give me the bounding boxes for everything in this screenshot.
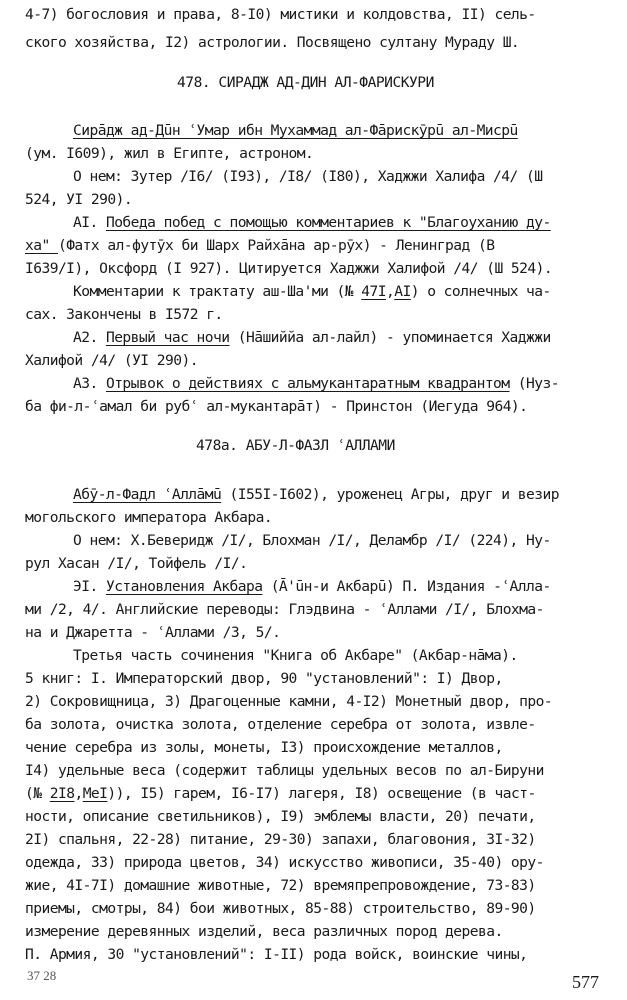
- entry-number: ЭI.: [73, 578, 106, 595]
- author-name-478: [73, 120, 518, 141]
- entry-a1: [73, 212, 551, 233]
- section-heading-478a: 478а. АБУ-Л-ФАЗЛ ʿАЛЛАМИ: [196, 437, 395, 454]
- entry-number: A3.: [73, 375, 106, 392]
- entry-title: Отрывок о действиях с альмукантаратным квадрантом: [105, 375, 510, 392]
- text: (Нуз-: [509, 375, 559, 392]
- text-line: I639/I), Оксфорд (I 927). Цитируется Хаджжи Халифой /4/ (Ш 524).: [25, 260, 553, 277]
- text: (I55I-I602), уроженец Агры, друг и везир: [221, 486, 559, 503]
- entry-title: Первый час ночи: [105, 329, 230, 346]
- text-line: Третья часть сочинения "Книга об Акбаре" (Акбар-нāма).: [73, 647, 518, 664]
- text: )), I5) гарем, I6-I7) лагеря, I8) освещение (в част-: [107, 785, 536, 802]
- text-line: I4) удельные веса (содержит таблицы удельных весов по ал-Бируни: [25, 762, 544, 779]
- text-line: Халифой /4/ (УI 290).: [25, 352, 198, 369]
- text: (Фатх ал-футӯх би Шарх Райхāна ар-рӯх) - Ленинград (В: [57, 237, 495, 254]
- print-code: 37 28: [27, 968, 57, 983]
- text: ) о солнечных ча-: [410, 283, 551, 300]
- entry-a3: [73, 373, 559, 394]
- cross-reference: 2I8: [49, 785, 75, 802]
- text: ,: [74, 785, 83, 802]
- text-line: 4-7) богословия и права, 8-I0) мистики и колдовства, II) сель-: [25, 6, 536, 23]
- entry-number: A2.: [73, 329, 106, 346]
- text-line: сах. Закончены в I572 г.: [25, 306, 223, 323]
- text-line: 5 книг: I. Императорский двор, 90 "установлений": I) Двор,: [25, 670, 503, 687]
- text-line: 524, УI 290).: [25, 191, 133, 208]
- text: (Ā'ūн-и Акбарū) П. Издания -ʿАлла-: [262, 578, 551, 595]
- entry-e1: [73, 576, 551, 597]
- text-line: 2) Сокровищница, 3) Драгоценные камни, 4-I2) Монетный двор, про-: [25, 693, 553, 710]
- text-line: приемы, смотры, 84) бои животных, 85-88) строительство, 89-90): [25, 900, 536, 917]
- text-line: одежда, 33) природа цветов, 34) искусство живописи, 35-40) ору-: [25, 854, 544, 871]
- page-number: 577: [572, 972, 599, 992]
- text-line: (ум. I609), жил в Египте, астроном.: [25, 145, 314, 162]
- cross-reference: MeI: [82, 785, 108, 802]
- text-line: измерение деревянных изделий, веса различных пород дерева.: [25, 923, 503, 940]
- text-line: П. Армия, 30 "установлений": I-II) рода войск, воинские чины,: [25, 946, 528, 963]
- cross-reference: 47I: [361, 283, 386, 300]
- text-line: О нем: Х.Беверидж /I/, Блохман /I/, Деламбр /I/ (224), Ну-: [73, 532, 551, 549]
- entry-number: AI.: [73, 214, 106, 231]
- text-line: жие, 4I-7I) домашние животные, 72) времяпрепровождение, 73-83): [25, 877, 536, 894]
- entry-title-cont: ха": [25, 237, 58, 254]
- entry-title: Установления Акбара: [105, 578, 263, 595]
- text-line: ми /2, 4/. Английские переводы: Глэдвина - ʿАллами /I/, Блохма-: [25, 601, 544, 618]
- entry-title: Победа побед с помощью комментариев к "Благоуханию ду-: [105, 214, 551, 231]
- text-line: ба золота, очистка золота, отделение серебра от золота, извле-: [25, 716, 536, 733]
- text-line: на и Джаретта - ʿАллами /3, 5/.: [25, 624, 281, 641]
- cross-reference: AI: [394, 283, 411, 300]
- commentary-line: [73, 281, 551, 302]
- text-line: ского хозяйства, I2) астрологии. Посвящено султану Мураду Ш.: [25, 34, 520, 51]
- text-line: ности, описание светильников), I9) эмблемы власти, 20) печати,: [25, 808, 536, 825]
- entry-a1-line2: [25, 235, 494, 256]
- text-line: чение серебра из золы, монеты, I3) происхождение металлов,: [25, 739, 503, 756]
- text: (№: [25, 785, 50, 802]
- reference-line: [25, 783, 536, 804]
- text: Комментарии к трактату аш-Ша'ми (№: [73, 283, 362, 300]
- text-line: О нем: Зутер /I6/ (I93), /I8/ (I80), Хаджжи Халифа /4/ (Ш: [73, 168, 543, 185]
- text-line: ба фи-л-ʿамал би рубʿ ал-мукантарāт) - Принстон (Иегуда 964).: [25, 398, 528, 415]
- author-name-underlined: Сиpāдж ад-Дūн ʿУмар ибн Мухаммад ал-Фāрискӯрū ал-Мисрū: [73, 122, 518, 139]
- text: ,: [386, 283, 395, 300]
- text: (Нāшиййа ал-лайл) - упоминается Хаджжи: [229, 329, 551, 346]
- author-name-underlined: Абӯ-л-Фадл ʿАллāмū: [73, 486, 222, 503]
- text-line: 2I) спальня, 22-28) питание, 29-30) запахи, благовония, 3I-32): [25, 831, 536, 848]
- text-line: рул Хасан /I/, Тойфель /I/.: [25, 555, 248, 572]
- entry-a2: [73, 327, 551, 348]
- author-name-478a: [73, 484, 559, 505]
- section-heading-478: 478. СИРАДЖ АД-ДИН АЛ-ФАРИСКУРИ: [177, 74, 434, 91]
- text-line: могольского императора Акбара.: [25, 509, 273, 526]
